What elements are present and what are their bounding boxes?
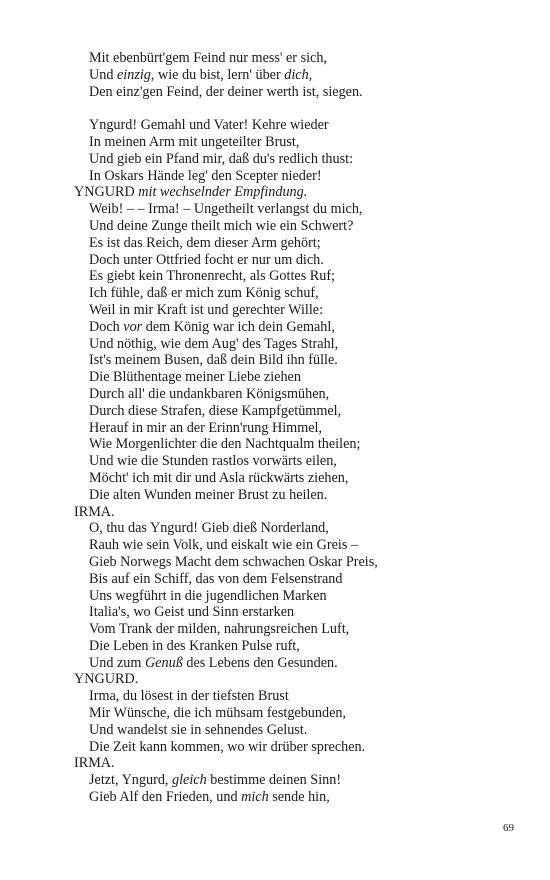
speaker-line <box>74 184 514 201</box>
text-segment: Weil in mir Kraft ist und gerechter Wille: <box>89 301 324 318</box>
italic-text: einzig, <box>116 66 155 83</box>
stanza-break <box>74 100 514 117</box>
text-segment: Und wie die Stunden rastlos vorwärts eilen, <box>89 453 337 470</box>
verse-line <box>74 554 514 571</box>
verse-line <box>74 403 514 420</box>
verse-line <box>74 117 514 134</box>
text-segment: Durch all' die undankbaren Königsmühen, <box>89 385 330 402</box>
text-segment: Yngurd! Gemahl und Vater! Kehre wieder <box>89 117 329 134</box>
verse-line <box>74 268 514 285</box>
text-segment: Doch <box>89 318 124 335</box>
verse-line <box>74 520 514 537</box>
text-segment: Mir Wünsche, die ich mühsam festgebunden, <box>89 705 347 722</box>
text-segment: Mit ebenbürt'gem Feind nur mess' er sich, <box>89 50 327 66</box>
italic-text: dich, <box>284 66 313 83</box>
text-segment: Und deine Zunge theilt mich wie ein Schwert? <box>89 217 354 234</box>
text-segment: Uns wegführt in die jugendlichen Marken <box>89 587 327 604</box>
text-segment: Es ist das Reich, dem dieser Arm gehört; <box>89 234 321 251</box>
speaker-line <box>74 671 514 688</box>
verse-line <box>74 739 514 756</box>
text-segment: Die alten Wunden meiner Brust zu heilen. <box>89 486 328 503</box>
poem-text <box>74 50 514 806</box>
text-segment: Jetzt, Yngurd, <box>89 772 173 789</box>
text-segment: Gieb Norwegs Macht dem schwachen Oskar Preis, <box>89 553 378 570</box>
text-segment: IRMA. <box>74 755 115 772</box>
text-segment: Und wandelst sie in sehnendes Gelust. <box>89 721 308 738</box>
verse-line <box>74 470 514 487</box>
text-segment: Vom Trank der milden, nahrungsreichen Luft, <box>89 621 350 638</box>
verse-line <box>74 688 514 705</box>
verse-line <box>74 453 514 470</box>
text-segment: wie du bist, lern' über <box>154 66 285 83</box>
verse-line <box>74 336 514 353</box>
text-segment: YNGURD. <box>74 671 139 688</box>
text-segment: Die Leben in des Kranken Pulse ruft, <box>89 637 300 654</box>
text-segment: sende hin, <box>268 789 330 806</box>
text-segment: Ist's meinem Busen, daß dein Bild ihn fülle. <box>89 352 338 369</box>
speaker-line <box>74 504 514 521</box>
verse-line <box>74 386 514 403</box>
verse-line <box>74 772 514 789</box>
italic-text: vor <box>123 318 143 335</box>
text-segment: Wie Morgenlichter die den Nachtqualm theilen; <box>89 436 361 453</box>
verse-line <box>74 218 514 235</box>
italic-text: mit wechselnder Empfindung. <box>138 184 308 201</box>
text-segment: Und <box>89 66 117 83</box>
verse-line <box>74 621 514 638</box>
text-segment: Und zum <box>89 654 145 671</box>
verse-line <box>74 302 514 319</box>
verse-line <box>74 201 514 218</box>
text-segment: Rauh wie sein Volk, und eiskalt wie ein Greis – <box>89 537 358 554</box>
text-segment: Und nöthig, wie dem Aug' des Tages Strahl, <box>89 335 339 352</box>
italic-text: mich <box>241 789 269 806</box>
verse-line <box>74 420 514 437</box>
italic-text: Genuß <box>144 654 183 671</box>
verse-line <box>74 285 514 302</box>
verse-line <box>74 319 514 336</box>
text-segment: IRMA. <box>74 503 115 520</box>
text-segment: Den einz'gen Feind, der deiner werth ist, siegen. <box>89 83 363 100</box>
verse-line <box>74 369 514 386</box>
text-segment: Herauf in mir an der Erinn'rung Himmel, <box>89 419 323 436</box>
text-segment: Möcht' ich mit dir und Asla rückwärts ziehen, <box>89 469 349 486</box>
text-segment: Es giebt kein Thronenrecht, als Gottes Ruf; <box>89 268 335 285</box>
page-number: 69 <box>503 822 514 834</box>
verse-line <box>74 571 514 588</box>
verse-line <box>74 235 514 252</box>
verse-line <box>74 50 514 67</box>
text-segment: Weib! – – Irma! – Ungetheilt verlangst du mich, <box>89 201 363 218</box>
verse-line <box>74 655 514 672</box>
text-segment: Die Blüthentage meiner Liebe ziehen <box>89 369 301 386</box>
verse-line <box>74 252 514 269</box>
text-segment: In meinen Arm mit ungeteilter Brust, <box>89 133 300 150</box>
text-segment: des Lebens den Gesunden. <box>182 654 338 671</box>
speaker-line <box>74 755 514 772</box>
text-segment: Bis auf ein Schiff, das von dem Felsenstrand <box>89 570 343 587</box>
verse-line <box>74 638 514 655</box>
verse-line <box>74 487 514 504</box>
text-segment: dem König war ich dein Gemahl, <box>142 318 335 335</box>
verse-line <box>74 537 514 554</box>
text-segment: O, thu das Yngurd! Gieb dieß Norderland, <box>89 520 329 537</box>
verse-line <box>74 84 514 101</box>
text-segment: Italia's, wo Geist und Sinn erstarken <box>89 604 295 621</box>
text-segment: Gieb Alf den Frieden, und <box>89 789 242 806</box>
text-segment: Die Zeit kann kommen, wo wir drüber sprechen. <box>89 738 366 755</box>
text-segment: Und gieb ein Pfand mir, daß du's redlich thust: <box>89 150 354 167</box>
text-segment: Durch diese Strafen, diese Kampfgetümmel, <box>89 402 342 419</box>
verse-line <box>74 168 514 185</box>
text-segment: Ich fühle, daß er mich zum König schuf, <box>89 285 319 302</box>
verse-line <box>74 134 514 151</box>
text-segment: Irma, du lösest in der tiefsten Brust <box>89 688 289 705</box>
text-segment: YNGURD <box>74 184 139 201</box>
verse-line <box>74 588 514 605</box>
text-segment: In Oskars Hände leg' den Scepter nieder! <box>89 167 322 184</box>
italic-text: gleich <box>172 772 207 789</box>
verse-line <box>74 722 514 739</box>
verse-line <box>74 352 514 369</box>
verse-line <box>74 151 514 168</box>
verse-line <box>74 705 514 722</box>
text-segment: bestimme deinen Sinn! <box>206 772 342 789</box>
verse-line <box>74 789 514 806</box>
verse-line <box>74 604 514 621</box>
text-segment: Doch unter Ottfried focht er nur um dich. <box>89 251 324 268</box>
verse-line <box>74 436 514 453</box>
verse-line <box>74 67 514 84</box>
